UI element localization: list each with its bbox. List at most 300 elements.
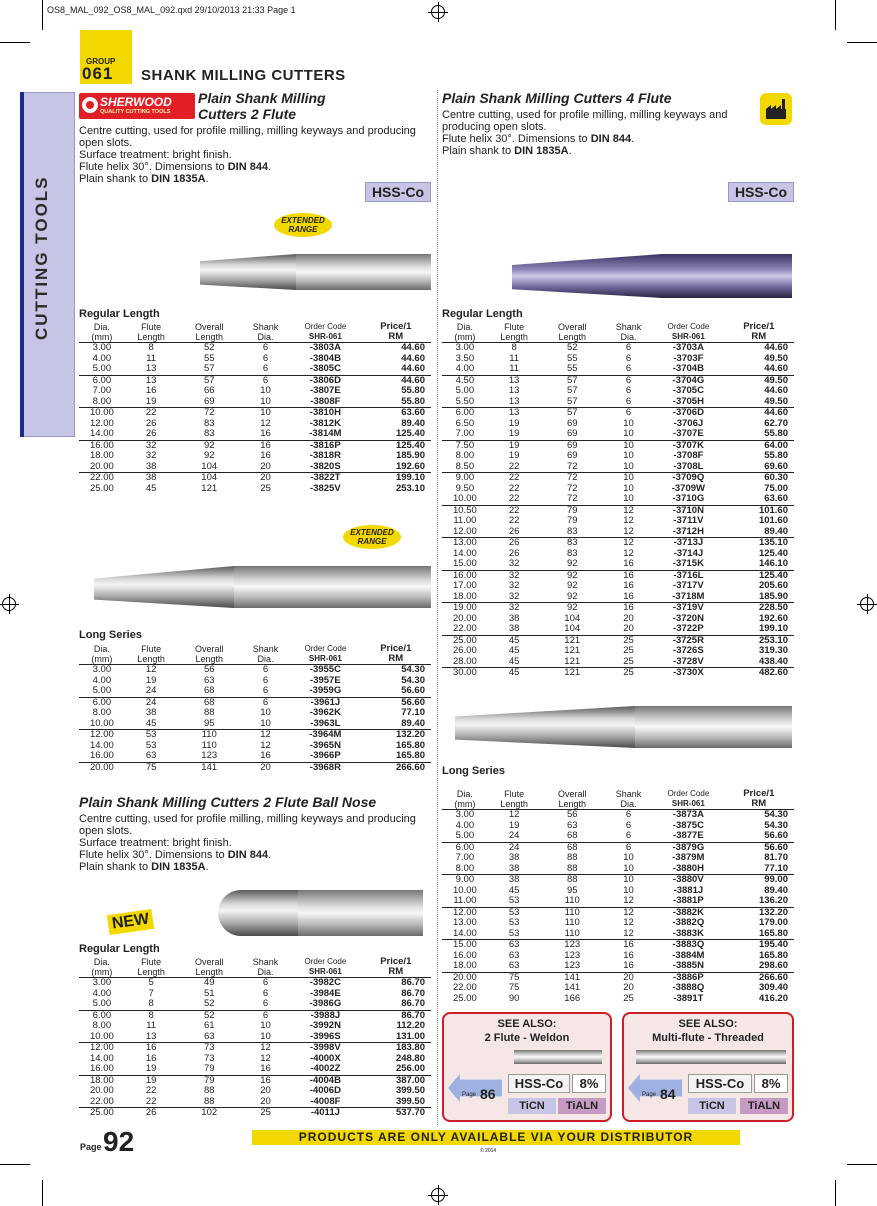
long-end-mill-shank-image — [234, 566, 431, 608]
see-also-weldon[interactable] — [442, 1012, 612, 1122]
overall-length-cell: 68 — [566, 830, 578, 841]
dia-cell: 3.00 — [92, 342, 112, 353]
table-row — [79, 1032, 431, 1043]
order-code-cell: -3805C — [309, 363, 341, 374]
order-code-cell: -3703F — [673, 352, 704, 364]
order-code-cell: -3725R — [653, 635, 723, 646]
dia-cell: 4.00 — [92, 352, 112, 364]
order-code-cell: -3708L — [673, 460, 704, 472]
overall-length-cell: 79 — [566, 515, 578, 526]
shank-dia-cell: 6 — [625, 363, 632, 374]
order-code-cell: -3957E — [310, 674, 341, 686]
dia-cell: 8.00 — [92, 395, 112, 407]
flute-length-cell: 19 — [145, 1063, 157, 1074]
price-cell: 125.40 — [724, 570, 794, 581]
flute-length-cell: 16 — [125, 1043, 178, 1054]
dia-cell: 22.00 — [452, 982, 477, 993]
dia-cell: 10.00 — [452, 493, 477, 504]
flute-length-cell: 45 — [488, 668, 541, 679]
flute-length-cell: 13 — [508, 395, 520, 407]
dia-cell: 8.50 — [455, 460, 475, 472]
dia-cell: 8.00 — [92, 1020, 112, 1031]
din-standard: DIN 844 — [227, 849, 269, 861]
dia-cell: 18.00 — [452, 590, 477, 602]
price-cell: 54.30 — [764, 819, 788, 831]
shank-dia-cell: 10 — [623, 450, 634, 461]
price-cell: 44.60 — [401, 363, 425, 374]
flute-length-cell: 38 — [508, 612, 520, 624]
order-code-cell: -3891T — [673, 992, 704, 1004]
order-code-cell: -3705H — [672, 395, 704, 407]
price-cell: 60.30 — [724, 473, 794, 484]
badge-line: RANGE — [357, 537, 387, 546]
flute-length-cell: 32 — [145, 450, 157, 461]
order-code-cell: -3984E — [310, 987, 341, 999]
flute-length-cell: 7 — [148, 987, 154, 999]
dia-cell: 22.00 — [89, 1095, 114, 1107]
price-cell: 54.30 — [401, 664, 425, 675]
order-code-cell: -3808F — [310, 395, 341, 407]
shank-dia-cell: 10 — [260, 717, 271, 729]
shank-dia-cell: 12 — [241, 1043, 290, 1054]
price-cell: 44.60 — [764, 342, 788, 353]
shank-dia-cell: 10 — [623, 417, 634, 429]
page-link-number[interactable]: 86 — [480, 1086, 496, 1102]
price-cell: 387.00 — [361, 1075, 431, 1086]
price-cell: 179.00 — [758, 917, 788, 928]
see-also-threaded[interactable] — [622, 1012, 794, 1122]
flute-length-cell: 32 — [508, 580, 520, 591]
dia-cell: 8.00 — [455, 450, 475, 461]
order-code-cell: -3713J — [653, 538, 723, 549]
helix-text: Flute helix 30°. Dimensions to — [79, 161, 228, 173]
logo-mark-inner — [86, 101, 94, 109]
flute-length-cell: 22 — [508, 482, 520, 494]
shank-dia-cell: 12 — [623, 917, 634, 928]
flute-length-cell: 38 — [508, 862, 520, 874]
flute-length-cell: 26 — [145, 417, 157, 429]
shank-dia-cell: 16 — [623, 580, 634, 591]
dia-cell: 26.00 — [452, 645, 477, 656]
table-row — [79, 762, 431, 773]
shank-dia-cell: 12 — [623, 515, 634, 526]
flute-length-cell: 19 — [508, 450, 520, 461]
price-cell: 132.20 — [361, 730, 431, 741]
dia-cell: 5.00 — [92, 363, 112, 374]
dia-cell: 25.00 — [79, 1108, 125, 1119]
order-code-cell: -3873A — [672, 809, 704, 820]
dia-cell: 14.00 — [452, 547, 477, 559]
dia-cell: 14.00 — [89, 1052, 114, 1064]
price-cell: 135.10 — [724, 538, 794, 549]
registration-mark-icon — [860, 597, 874, 611]
shank-dia-cell: 6 — [262, 685, 269, 696]
overall-length-cell: 92 — [566, 590, 578, 602]
material-badge: HSS-Co — [365, 182, 431, 202]
overall-length-cell: 57 — [541, 408, 604, 419]
column-header-code: Order Code SHR-061 — [304, 644, 347, 663]
table-row — [79, 1064, 431, 1075]
shank-dia-cell: 25 — [623, 992, 634, 1004]
price-cell: 101.60 — [724, 505, 794, 516]
overall-length-cell: 51 — [203, 987, 215, 999]
shank-dia-cell: 12 — [241, 730, 290, 741]
overall-length-cell: 72 — [541, 473, 604, 484]
order-code-cell: -3722P — [673, 623, 704, 634]
overall-length-cell: 121 — [564, 645, 581, 656]
shank-dia-cell: 10 — [260, 707, 271, 718]
dia-cell: 4.00 — [455, 363, 475, 374]
table-row — [442, 864, 794, 875]
shank-dia-cell: 10 — [623, 493, 634, 504]
order-code-cell: -3728V — [673, 655, 704, 667]
order-code-cell: -3804B — [309, 352, 341, 364]
flute-length-cell: 22 — [488, 473, 541, 484]
order-code-cell: -3963L — [310, 717, 341, 729]
overall-length-cell: 92 — [566, 580, 578, 591]
desc-line: Centre cutting, used for profile milling, milling keyways and producing open slots. — [442, 109, 728, 133]
dia-cell: 20.00 — [89, 460, 114, 472]
price-cell: 56.60 — [361, 697, 431, 708]
dia-cell: 4.00 — [92, 674, 112, 686]
overall-length-cell: 110 — [541, 907, 604, 918]
price-cell: 89.40 — [401, 717, 425, 729]
overall-length-cell: 52 — [178, 1010, 241, 1021]
dia-cell: 9.00 — [442, 473, 488, 484]
flute-length-cell: 45 — [508, 655, 520, 667]
order-code-cell: -3880H — [672, 862, 704, 874]
table-row — [79, 686, 431, 697]
side-tab-label: CUTTING TOOLS — [32, 175, 51, 340]
table-row — [79, 1054, 431, 1065]
price-cell: 482.60 — [724, 668, 794, 679]
overall-length-cell: 66 — [203, 385, 215, 396]
shank-dia-cell: 20 — [623, 623, 634, 634]
dia-cell: 9.00 — [442, 875, 488, 886]
order-code-cell: -3992N — [309, 1020, 341, 1031]
shank-dia-cell: 16 — [241, 440, 290, 451]
overall-length-cell: 104 — [564, 623, 581, 634]
shank-dia-cell: 10 — [623, 852, 634, 863]
shank-dia-cell: 6 — [625, 830, 632, 841]
logo-name: SHERWOOD — [100, 95, 172, 109]
order-code-cell: -3715K — [672, 558, 704, 569]
price-cell: 112.20 — [396, 1020, 425, 1031]
overall-length-cell: 68 — [178, 697, 241, 708]
overall-length-cell: 72 — [178, 408, 241, 419]
overall-length-cell: 88 — [566, 852, 578, 863]
material-badge: HSS-Co — [728, 182, 794, 202]
order-code-cell: -3714J — [673, 547, 704, 559]
dia-cell: 20.00 — [79, 762, 125, 773]
flute-length-cell: 19 — [508, 428, 520, 439]
crop-mark — [835, 1180, 836, 1206]
order-code-cell: -3982C — [309, 977, 341, 988]
price-cell: 205.60 — [758, 580, 788, 591]
overall-length-cell: 52 — [203, 998, 215, 1009]
flute-length-cell: 13 — [508, 385, 520, 396]
order-code-cell: -3711V — [673, 515, 704, 526]
overall-length-cell: 121 — [541, 635, 604, 646]
shank-dia-cell: 16 — [623, 590, 634, 602]
overall-length-cell: 69 — [566, 450, 578, 461]
distributor-banner: PRODUCTS ARE ONLY AVAILABLE VIA YOUR DISTRIBUTOR — [252, 1130, 740, 1145]
section-title: SHANK MILLING CUTTERS — [141, 67, 346, 84]
price-cell: 89.40 — [401, 417, 425, 429]
overall-length-cell: 123 — [541, 940, 604, 951]
dia-cell: 16.00 — [89, 1063, 114, 1074]
copyright: © 2014 — [480, 1148, 497, 1154]
dia-cell: 7.00 — [92, 385, 112, 396]
four-flute-image — [512, 254, 662, 298]
order-code-cell: -3710G — [672, 493, 705, 504]
product-description — [79, 813, 431, 873]
shank-dia-cell: 25 — [241, 1108, 290, 1119]
table-row — [79, 397, 431, 408]
overall-length-cell: 110 — [564, 927, 580, 939]
table-row — [79, 676, 431, 687]
overall-length-cell: 55 — [566, 352, 578, 364]
table-row — [79, 741, 431, 752]
dia-cell: 10.00 — [89, 717, 114, 729]
dia-cell: 13.00 — [452, 917, 477, 928]
table-row — [442, 951, 794, 962]
overall-length-cell: 110 — [201, 739, 217, 751]
dia-cell: 17.00 — [452, 580, 477, 591]
flute-length-cell: 12 — [145, 664, 157, 675]
shank-dia-cell: 10 — [260, 1030, 271, 1042]
long-four-flute-image — [455, 706, 635, 748]
shank-dia-cell: 6 — [262, 342, 269, 353]
flute-length-cell: 63 — [508, 949, 520, 961]
din-standard: DIN 1835A — [151, 173, 206, 185]
dia-cell: 5.00 — [455, 385, 475, 396]
flute-length-cell: 8 — [148, 342, 154, 353]
price-cell: 399.50 — [395, 1085, 425, 1096]
dia-cell: 20.00 — [442, 972, 488, 983]
crop-mark — [847, 1164, 877, 1165]
price-cell: 86.70 — [401, 998, 425, 1009]
price-cell: 44.60 — [361, 375, 431, 386]
dia-cell: 3.00 — [455, 809, 475, 820]
overall-length-cell: 88 — [541, 875, 604, 886]
title-line: Cutters 2 Flute — [198, 106, 297, 122]
end-mill-shank-image — [296, 254, 431, 290]
price-cell: 399.50 — [395, 1095, 425, 1107]
badge-line: EXTENDED — [350, 528, 394, 537]
order-code-cell: -3719V — [653, 603, 723, 614]
flute-length-cell: 8 — [125, 1010, 178, 1021]
price-cell: 63.60 — [361, 408, 431, 419]
overall-length-cell: 104 — [564, 612, 581, 624]
column-header-shank: Shank Dia. — [252, 644, 279, 664]
price-cell: 256.00 — [395, 1063, 425, 1074]
flute-length-cell: 16 — [145, 1052, 157, 1064]
price-cell: 199.10 — [758, 623, 788, 634]
table-row — [442, 386, 794, 397]
crop-mark — [847, 42, 877, 43]
overall-length-cell: 63 — [566, 819, 578, 831]
price-cell: 199.10 — [361, 473, 431, 484]
flute-length-cell: 19 — [145, 395, 157, 407]
shank-dia-cell: 20 — [604, 972, 653, 983]
flute-length-cell: 45 — [488, 635, 541, 646]
flute-length-cell: 19 — [508, 417, 520, 429]
order-code-cell: -3706D — [653, 408, 723, 419]
order-code-cell: -3806D — [290, 375, 360, 386]
order-code-cell: -3709W — [671, 482, 705, 494]
flute-length-cell: 13 — [145, 1030, 157, 1042]
dia-cell: 14.00 — [89, 428, 114, 439]
dia-cell: 11.00 — [453, 895, 477, 906]
crop-mark — [835, 0, 836, 30]
column-header-shank: Shank Dia. — [252, 957, 279, 977]
column-header-shank: Shank Dia. — [252, 322, 279, 342]
table-row — [442, 440, 794, 451]
table-row — [442, 614, 794, 625]
table-title: Regular Length — [79, 943, 160, 955]
dia-cell: 16.00 — [89, 750, 114, 761]
flute-length-cell: 5 — [148, 977, 154, 988]
order-code-cell: -3704G — [653, 375, 723, 386]
desc-line: Surface treatment: bright finish. — [79, 149, 232, 161]
shank-dia-cell: 12 — [260, 739, 271, 751]
table-row — [79, 697, 431, 708]
overall-length-cell: 83 — [203, 428, 215, 439]
flute-length-cell: 75 — [125, 762, 178, 773]
overall-length-cell: 123 — [201, 750, 218, 761]
flute-length-cell: 22 — [508, 515, 520, 526]
overall-length-cell: 57 — [566, 395, 578, 407]
shank-dia-cell: 10 — [623, 482, 634, 494]
table-row — [79, 978, 431, 989]
table-row — [442, 657, 794, 668]
dia-cell: 6.00 — [79, 1010, 125, 1021]
price-cell: 309.40 — [758, 982, 788, 993]
price-cell: 75.00 — [764, 482, 788, 494]
flute-length-cell: 53 — [508, 895, 520, 906]
shank-dia-cell: 12 — [623, 927, 634, 939]
flute-length-cell: 53 — [125, 730, 178, 741]
overall-length-cell: 79 — [178, 1075, 241, 1086]
flute-length-cell: 26 — [508, 547, 520, 559]
flute-length-cell: 45 — [145, 482, 157, 494]
overall-length-cell: 121 — [541, 668, 604, 679]
dia-cell: 10.00 — [79, 408, 125, 419]
dia-cell: 12.00 — [79, 730, 125, 741]
overall-length-cell: 123 — [564, 960, 581, 971]
overall-length-cell: 68 — [203, 685, 215, 696]
flute-length-cell: 24 — [488, 842, 541, 853]
flute-length-cell: 45 — [145, 717, 157, 729]
price-cell: 266.60 — [361, 762, 431, 773]
order-code-cell: -3962K — [309, 707, 341, 718]
price-cell: 183.80 — [361, 1043, 431, 1054]
page-link-number[interactable]: 84 — [660, 1086, 676, 1102]
din-standard: DIN 844 — [590, 133, 632, 145]
flute-length-cell: 75 — [508, 982, 520, 993]
overall-length-cell: 88 — [203, 1095, 215, 1107]
dia-cell: 14.00 — [89, 739, 114, 751]
table-row — [79, 719, 431, 730]
product-title-ball-nose: Plain Shank Milling Cutters 2 Flute Ball Nose — [79, 794, 377, 810]
price-cell: 146.10 — [758, 558, 788, 569]
shank-dia-cell: 6 — [262, 977, 269, 988]
dia-cell: 3.50 — [455, 352, 475, 364]
table-row — [442, 527, 794, 538]
flute-length-cell: 63 — [488, 940, 541, 951]
price-cell: 55.80 — [401, 395, 425, 407]
order-code-cell: -3879G — [653, 842, 723, 853]
price-cell: 192.60 — [758, 612, 788, 624]
order-code-cell: -3875C — [672, 819, 704, 831]
overall-length-cell: 63 — [203, 674, 215, 686]
order-code-cell: -4004B — [290, 1075, 360, 1086]
dia-cell: 7.00 — [455, 852, 475, 863]
dia-cell: 25.00 — [442, 635, 488, 646]
column-header-dia: Dia. (mm) — [454, 789, 476, 809]
dia-cell: 6.00 — [79, 697, 125, 708]
table-row — [442, 983, 794, 994]
registration-mark-icon — [2, 597, 16, 611]
flute-length-cell: 22 — [508, 460, 520, 472]
flute-length-cell: 63 — [508, 960, 520, 971]
table-row — [79, 1043, 431, 1054]
dia-cell: 18.00 — [452, 960, 477, 971]
dia-cell: 5.50 — [455, 395, 475, 407]
order-code-cell: -3879M — [672, 852, 705, 863]
column-header-overall: Overall Length — [194, 322, 224, 342]
dia-cell: 5.00 — [92, 685, 112, 696]
flute-length-cell: 26 — [145, 428, 157, 439]
shank-dia-cell: 6 — [262, 987, 269, 999]
price-cell: 136.20 — [758, 895, 788, 906]
shank-dia-cell: 6 — [262, 664, 269, 675]
weldon-tool-image — [514, 1050, 602, 1064]
overall-length-cell: 110 — [564, 917, 580, 928]
table-row — [79, 429, 431, 440]
overall-length-cell: 57 — [203, 363, 215, 374]
coating-tialn: TiALN — [558, 1098, 606, 1114]
shank-dia-cell: 10 — [604, 473, 653, 484]
table-row — [79, 1010, 431, 1021]
flute-length-cell: 11 — [509, 352, 520, 364]
flute-length-cell: 38 — [145, 460, 157, 472]
crop-mark — [0, 42, 30, 43]
order-code-cell: -3720N — [672, 612, 704, 624]
table-row — [442, 896, 794, 907]
flute-length-cell: 53 — [508, 917, 520, 928]
table-row — [442, 907, 794, 918]
shank-dia-cell: 6 — [625, 809, 632, 820]
price-cell: 101.60 — [758, 515, 788, 526]
material-tag: HSS-Co — [508, 1074, 570, 1093]
overall-length-cell: 104 — [178, 473, 241, 484]
order-code-cell: -3818R — [309, 450, 341, 461]
price-cell: 44.60 — [401, 342, 425, 353]
dia-cell: 16.00 — [452, 949, 477, 961]
overall-length-cell: 110 — [564, 895, 580, 906]
dia-cell: 9.50 — [455, 482, 475, 494]
table-row — [442, 505, 794, 516]
order-code-cell: -3998V — [290, 1043, 360, 1054]
table-row — [79, 1075, 431, 1086]
order-code-cell: -3881P — [673, 895, 704, 906]
overall-length-cell: 57 — [566, 385, 578, 396]
page-link-label: Page — [642, 1092, 657, 1098]
shank-dia-cell: 16 — [604, 940, 653, 951]
flute-length-cell: 45 — [508, 645, 520, 656]
